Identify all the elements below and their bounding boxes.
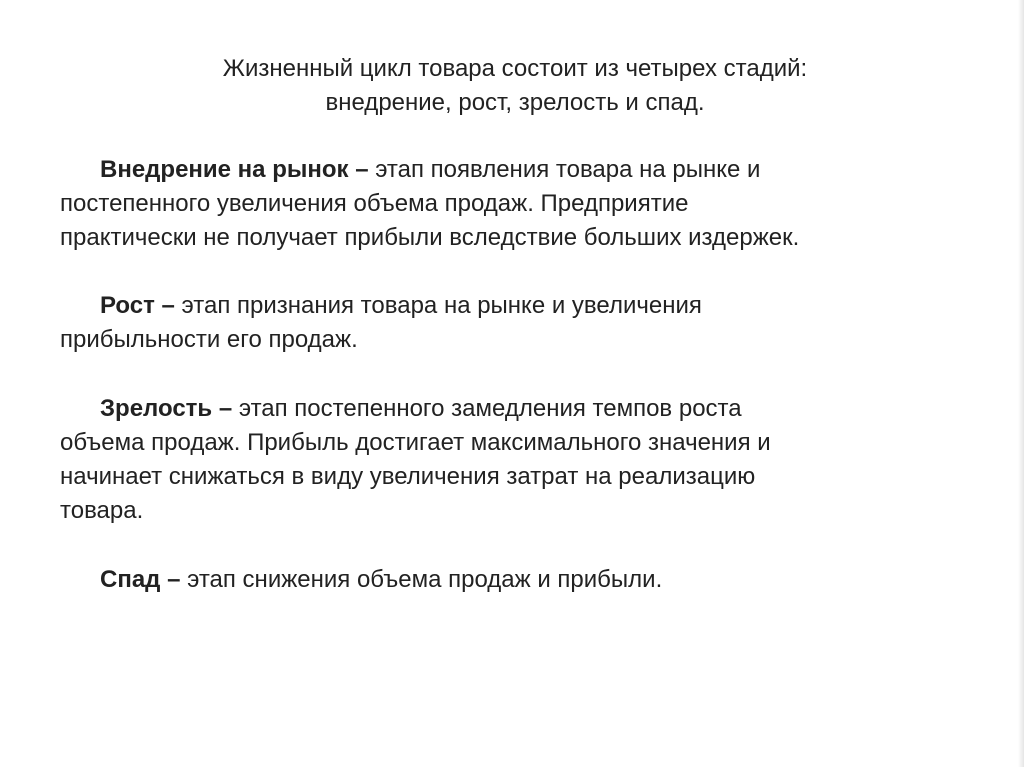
stage-definition: этап признания товара на рынке и увеличения	[174, 292, 702, 319]
stage-text-line: постепенного увеличения объема продаж. Предприятие	[60, 190, 689, 217]
slide-title	[170, 52, 860, 120]
stage-text-line: объема продаж. Прибыль достигает максимального значения и	[60, 429, 771, 456]
page-edge-shadow	[1018, 0, 1024, 767]
stage-term: Спад –	[100, 566, 181, 593]
stage-definition: этап появления товара на рынке и	[368, 156, 761, 183]
stage-text-line: товара.	[60, 497, 144, 524]
stage-definition: этап постепенного замедления темпов роста	[232, 395, 742, 422]
title-line-1: Жизненный цикл товара состоит из четырех стадий:	[222, 55, 808, 82]
stage-text-line	[60, 289, 960, 323]
title-line-2: внедрение, рост, зрелость и спад.	[325, 89, 705, 116]
stage-text-line	[60, 153, 960, 187]
stage-text-line: начинает снижаться в виду увеличения затрат на реализацию	[60, 463, 756, 490]
stage-text-line: прибыльности его продаж.	[60, 326, 358, 353]
stage-text-line: практически не получает прибыли вследствие больших издержек.	[60, 224, 800, 251]
stage-text-line	[60, 563, 960, 597]
stage-introduction	[60, 153, 960, 255]
stage-text-line	[60, 392, 960, 426]
stage-growth	[60, 289, 960, 357]
stage-term: Зрелость –	[100, 395, 233, 422]
stage-decline	[60, 563, 960, 597]
stage-term: Внедрение на рынок –	[100, 156, 369, 183]
stage-definition: этап снижения объема продаж и прибыли.	[180, 566, 663, 593]
stage-maturity	[60, 392, 960, 528]
stage-term: Рост –	[100, 292, 175, 319]
